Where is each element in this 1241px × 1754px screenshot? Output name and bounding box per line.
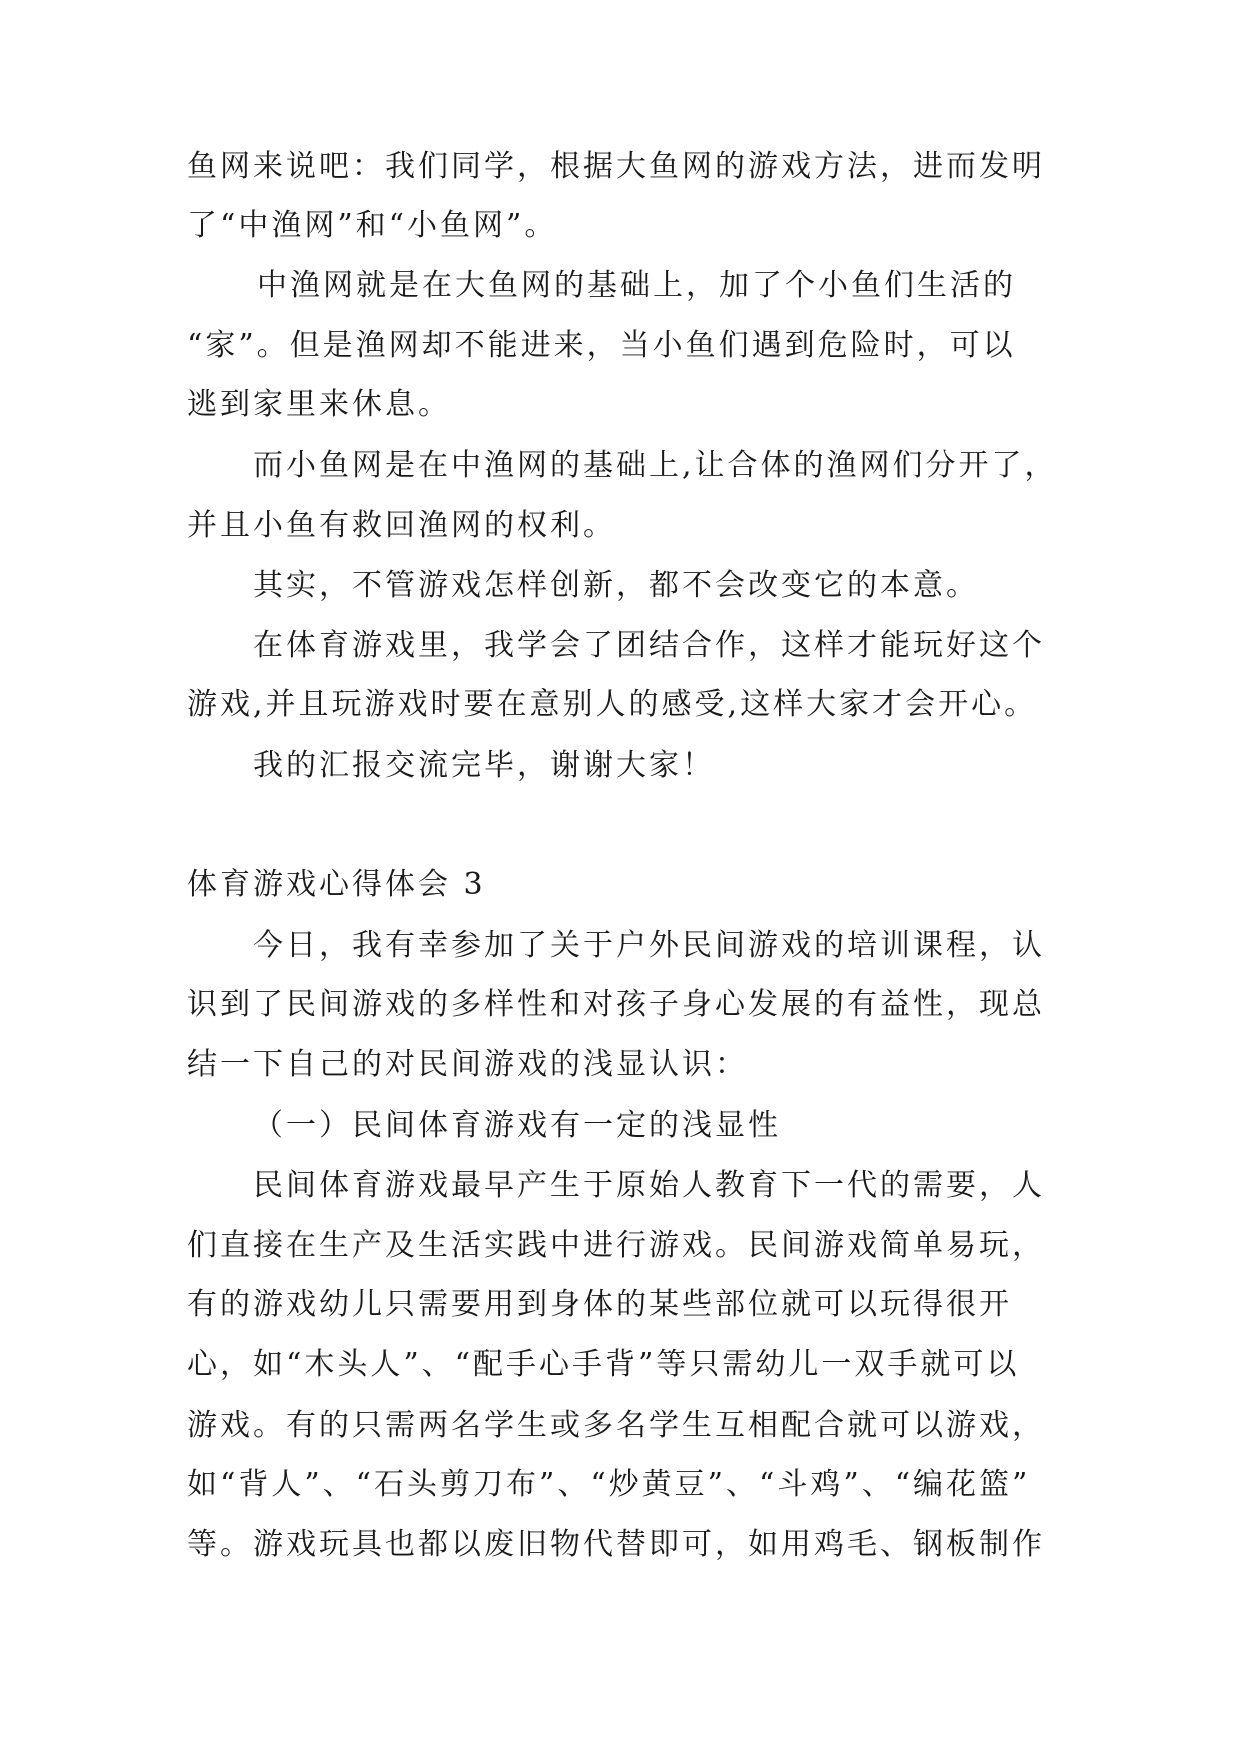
text-line: 逃到家里来休息。 xyxy=(187,387,451,422)
text-line: 游戏。有的只需两名学生或多名学生互相配合就可以游戏， xyxy=(187,1408,1045,1443)
text-line: 了“中渔网”和“小鱼网”。 xyxy=(187,208,558,243)
text-line: 游戏,并且玩游戏时要在意别人的感受,这样大家才会开心。 xyxy=(187,687,1038,722)
text-line: 心，如“木头人”、“配手心手背”等只需幼儿一双手就可以 xyxy=(187,1347,1020,1382)
text-line: 民间体育游戏最早产生于原始人教育下一代的需要，人 xyxy=(253,1168,1045,1203)
text-line: 在体育游戏里，我学会了团结合作，这样才能玩好这个 xyxy=(253,628,1045,663)
text-line: 如“背人”、“石头剪刀布”、“炒黄豆”、“斗鸡”、“编花篮” xyxy=(187,1467,1031,1502)
text-line: 我的汇报交流完毕，谢谢大家！ xyxy=(253,748,715,783)
text-line: 而小鱼网是在中渔网的基础上,让合体的渔网们分开了， xyxy=(253,448,1058,483)
text-line: 鱼网来说吧：我们同学，根据大鱼网的游戏方法，进而发明 xyxy=(187,149,1045,184)
text-line: 等。游戏玩具也都以废旧物代替即可，如用鸡毛、钢板制作 xyxy=(187,1527,1045,1562)
subsection-heading: （一）民间体育游戏有一定的浅显性 xyxy=(253,1108,781,1143)
text-line: 们直接在生产及生活实践中进行游戏。民间游戏简单易玩， xyxy=(187,1228,1045,1263)
text-line: 今日，我有幸参加了关于户外民间游戏的培训课程，认 xyxy=(253,928,1045,963)
text-line: 结一下自己的对民间游戏的浅显认识： xyxy=(187,1047,748,1082)
text-line: 有的游戏幼儿只需要用到身体的某些部位就可以玩得很开 xyxy=(187,1287,1012,1322)
section-heading: 体育游戏心得体会 3 xyxy=(187,867,486,902)
text-line: 中渔网就是在大鱼网的基础上，加了个小鱼们生活的 xyxy=(257,268,1016,303)
text-line: 识到了民间游戏的多样性和对孩子身心发展的有益性，现总 xyxy=(187,987,1045,1022)
text-line: 并且小鱼有救回渔网的权利。 xyxy=(187,508,616,543)
text-line: 其实，不管游戏怎样创新，都不会改变它的本意。 xyxy=(253,568,979,603)
text-line: “家”。但是渔网却不能进来，当小鱼们遇到危险时，可以 xyxy=(187,328,1016,363)
